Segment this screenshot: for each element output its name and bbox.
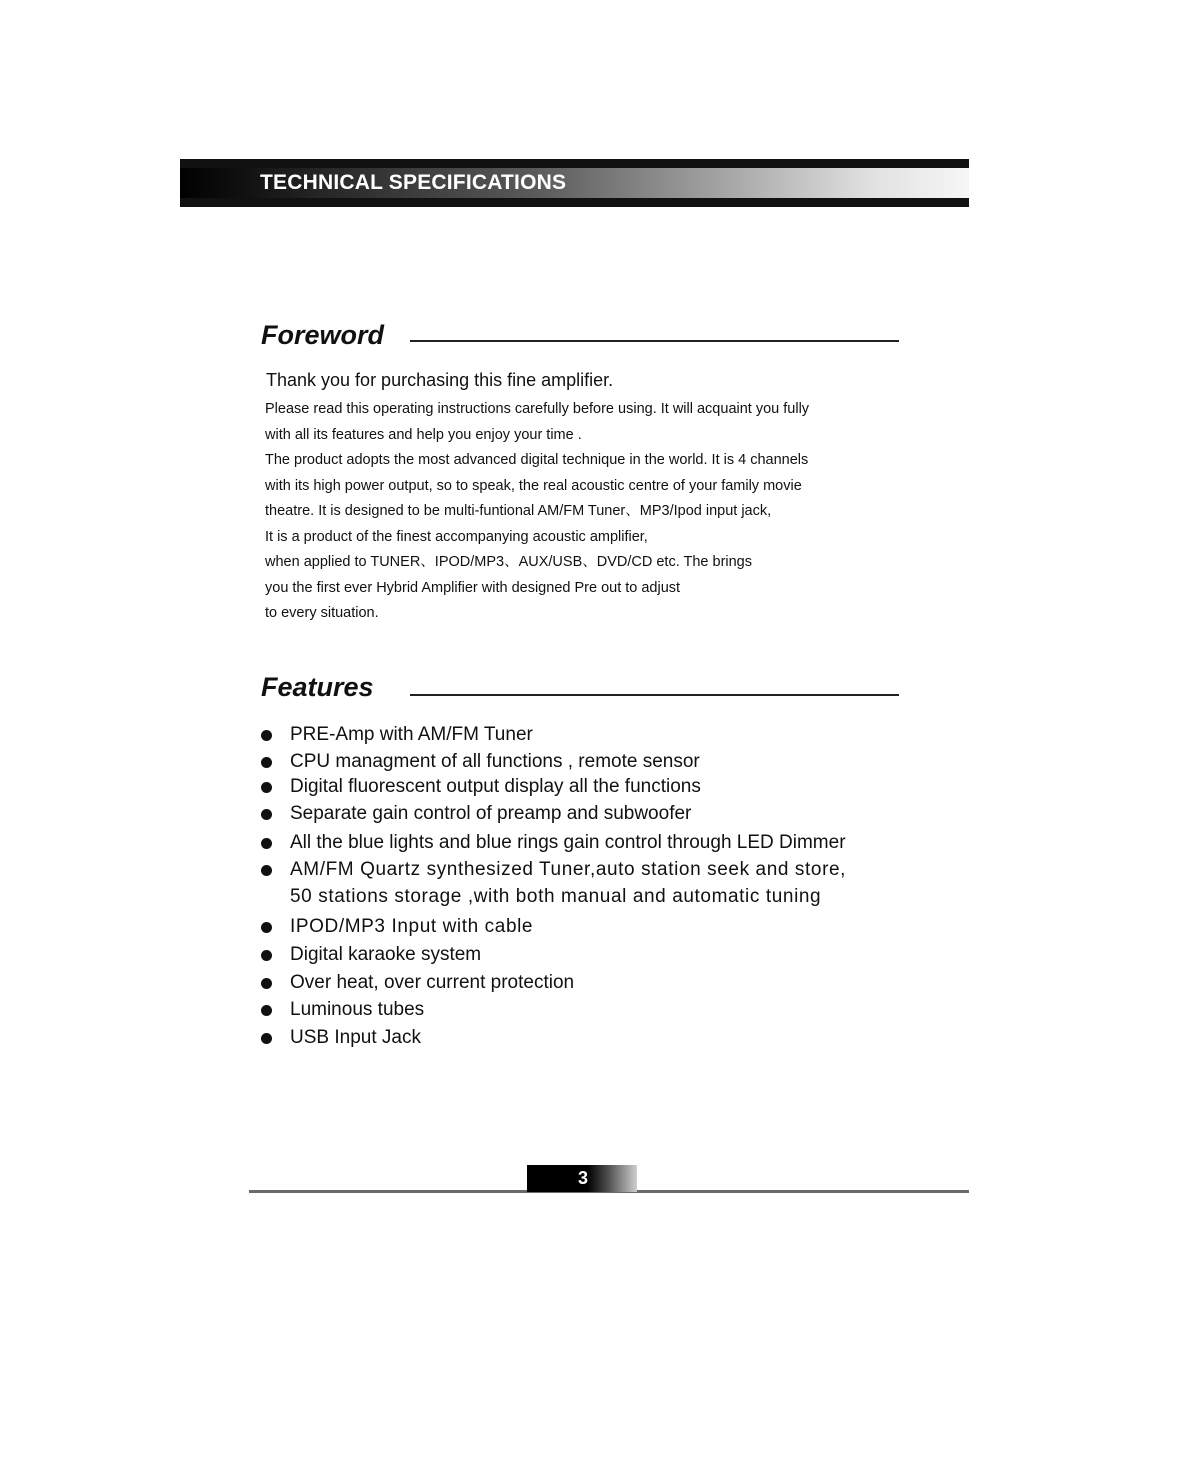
bullet-icon bbox=[261, 1033, 272, 1044]
foreword-heading: Foreword bbox=[261, 320, 385, 350]
features-heading-rule bbox=[410, 694, 899, 696]
feature-text: Luminous tubes bbox=[290, 999, 425, 1020]
bullet-icon bbox=[261, 730, 272, 741]
feature-text: All the blue lights and blue rings gain control through LED Dimmer bbox=[290, 832, 846, 853]
bullet-icon bbox=[261, 865, 272, 876]
feature-text: IPOD/MP3 Input with cable bbox=[290, 916, 534, 937]
bullet-icon bbox=[261, 922, 272, 933]
feature-text: Digital fluorescent output display all the functions bbox=[290, 776, 701, 797]
foreword-line: Please read this operating instructions carefully before using. It will acquaint you fully bbox=[265, 401, 810, 417]
page-title: TECHNICAL SPECIFICATIONS bbox=[260, 171, 567, 194]
foreword-paragraph bbox=[265, 397, 809, 627]
features-heading: Features bbox=[261, 672, 374, 702]
bullet-icon bbox=[261, 978, 272, 989]
foreword-line: to every situation. bbox=[265, 605, 379, 621]
bullet-icon bbox=[261, 782, 272, 793]
foreword-line: when applied to TUNER、IPOD/MP3、AUX/USB、DVD/CD etc. The brings bbox=[265, 554, 752, 570]
page-number-badge bbox=[527, 1165, 637, 1192]
bullet-icon bbox=[261, 1005, 272, 1016]
bullet-icon bbox=[261, 757, 272, 768]
feature-text: Separate gain control of preamp and subwoofer bbox=[290, 803, 692, 824]
bullet-icon bbox=[261, 950, 272, 961]
foreword-line: The product adopts the most advanced digital technique in the world. It is 4 channels bbox=[265, 452, 809, 468]
bullet-icon bbox=[261, 809, 272, 820]
page-number-text: 3 bbox=[577, 1168, 588, 1188]
foreword-line: It is a product of the finest accompanying acoustic amplifier, bbox=[265, 528, 648, 545]
feature-text: USB Input Jack bbox=[290, 1027, 421, 1048]
header-banner bbox=[180, 159, 969, 207]
feature-text: Over heat, over current protection bbox=[290, 972, 575, 993]
foreword-line: with all its features and help you enjoy your time . bbox=[265, 426, 582, 443]
feature-text: AM/FM Quartz synthesized Tuner,auto station seek and store, bbox=[290, 859, 847, 880]
foreword-line: you the first ever Hybrid Amplifier with designed Pre out to adjust bbox=[265, 579, 681, 596]
foreword-line: with its high power output, so to speak, the real acoustic centre of your family movie bbox=[265, 477, 802, 494]
foreword-lead-sentence: Thank you for purchasing this fine amplifier. bbox=[266, 370, 614, 390]
feature-text: Digital karaoke system bbox=[290, 944, 482, 965]
feature-text: CPU managment of all functions , remote sensor bbox=[290, 751, 700, 772]
foreword-heading-rule bbox=[410, 340, 899, 342]
feature-text: 50 stations storage ,with both manual and automatic tuning bbox=[290, 886, 822, 907]
bullet-icon bbox=[261, 838, 272, 849]
page-number bbox=[527, 1165, 637, 1192]
foreword-line: theatre. It is designed to be multi-funtional AM/FM Tuner、MP3/Ipod input jack, bbox=[265, 503, 772, 519]
feature-text: PRE-Amp with AM/FM Tuner bbox=[290, 724, 533, 745]
